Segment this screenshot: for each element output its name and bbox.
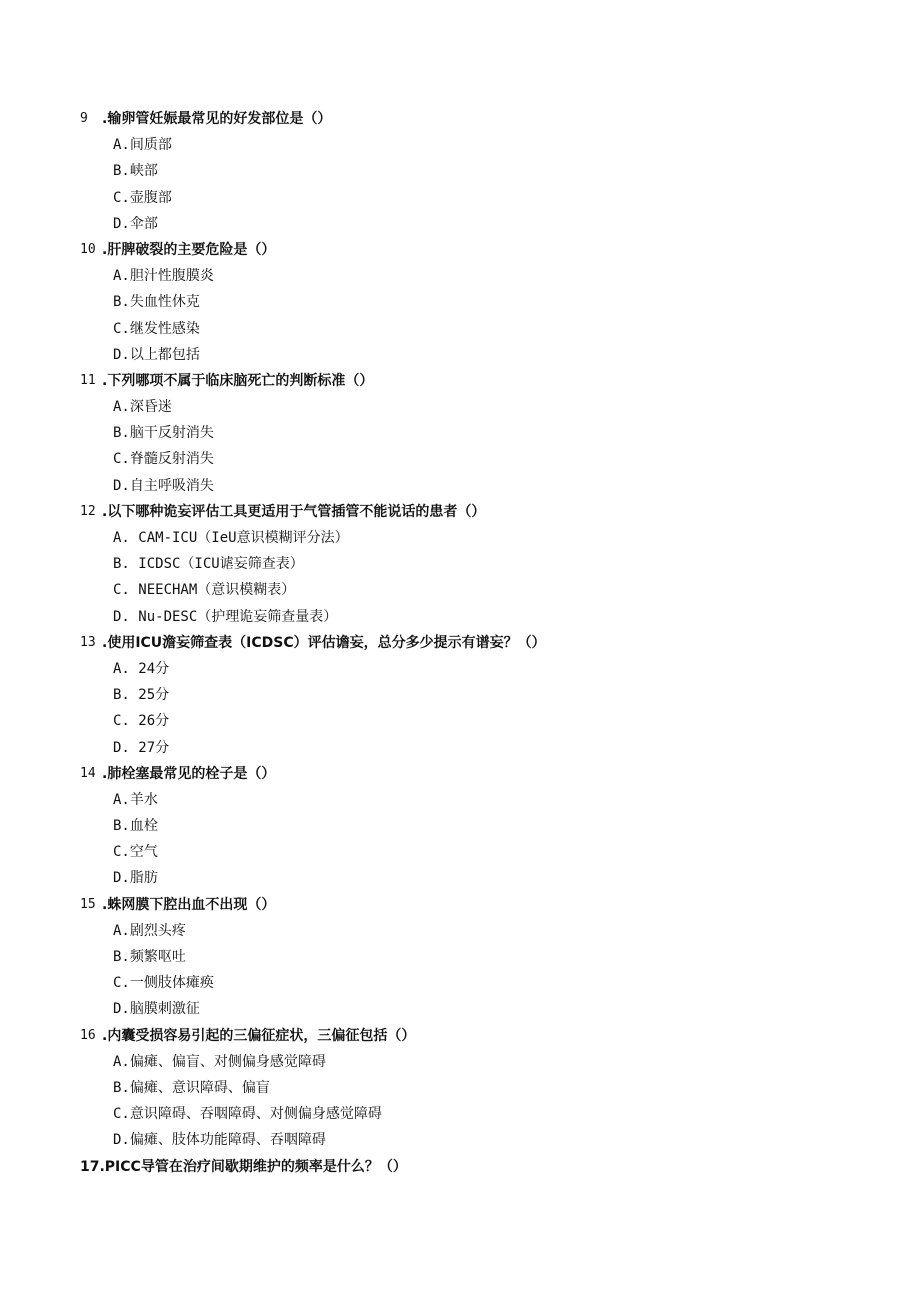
option-a: A.间质部 [113, 137, 172, 154]
question-line [0, 368, 920, 394]
question-10 [0, 237, 920, 368]
option-d: D.偏瘫、肢体功能障碍、吞咽障碍 [113, 1132, 326, 1149]
option-c: C.继发性感染 [113, 320, 200, 337]
option-c: C. NEECHAM（意识模糊表） [113, 582, 296, 599]
option-c: C. 26分 [113, 713, 170, 730]
question-number: 13 [80, 634, 96, 650]
option-c: C.壶腹部 [113, 189, 172, 206]
question-number: 14 [80, 765, 96, 781]
question-17 [0, 1154, 920, 1180]
question-number: 15 [80, 896, 96, 912]
question-number: 11 [80, 372, 96, 388]
option-a: A.羊水 [113, 791, 158, 808]
question-line [0, 761, 920, 787]
option-b: B.失血性休克 [113, 294, 200, 311]
question-15 [0, 892, 920, 1023]
question-text: .肝脾破裂的主要危险是（） [102, 241, 276, 258]
option-d: D. 27分 [113, 739, 170, 756]
option-a: A.深昏迷 [113, 399, 172, 416]
question-16 [0, 1023, 920, 1154]
question-13 [0, 630, 920, 761]
option-a: A.胆汁性腹膜炎 [113, 268, 214, 285]
option-d: D.脂肪 [113, 870, 158, 887]
option-c: C.一侧肢体瘫痪 [113, 975, 214, 992]
question-text: .以下哪种诡妄评估工具更适用于气管插管不能说话的患者（） [102, 503, 486, 520]
question-12 [0, 499, 920, 630]
option-d: D.自主呼吸消失 [113, 477, 214, 494]
question-number: 9 [80, 111, 88, 126]
question-line [0, 1154, 920, 1180]
option-d: D. Nu-DESC（护理诡妄筛查量表） [113, 608, 338, 625]
question-line [0, 892, 920, 918]
question-text: .使用ICU澹妄筛查表（ICDSC）评估谵妄，总分多少提示有谱妄？（） [102, 634, 546, 651]
question-text: .肺栓塞最常见的栓子是（） [102, 765, 276, 782]
question-14 [0, 761, 920, 892]
option-c: C.脊髓反射消失 [113, 451, 214, 468]
option-a: A. CAM-ICU（IeU意识模糊评分法） [113, 530, 349, 546]
option-d: D.脑膜刺激征 [113, 1001, 200, 1018]
option-b: B.脑干反射消失 [113, 425, 214, 442]
question-11 [0, 368, 920, 499]
option-a: A.剧烈头疼 [113, 922, 186, 939]
option-d: D.以上都包括 [113, 346, 200, 363]
question-text: .下列哪项不属于临床脑死亡的判断标准（） [102, 372, 374, 389]
option-b: B.血栓 [113, 818, 158, 835]
option-a: A.偏瘫、偏盲、对侧偏身感觉障碍 [113, 1053, 326, 1070]
option-c: C.空气 [113, 844, 158, 861]
question-number: 12 [80, 503, 96, 519]
option-a: A. 24分 [113, 660, 170, 677]
question-text: .内囊受损容易引起的三偏征症状，三偏征包括（） [102, 1027, 416, 1044]
option-b: B. ICDSC（ICU谑妄筛查表） [113, 556, 304, 573]
exam-page [0, 106, 920, 1180]
question-line [0, 1023, 920, 1049]
question-9 [0, 106, 920, 237]
question-number: 10 [80, 241, 96, 257]
option-b: B. 25分 [113, 687, 170, 704]
option-c: C.意识障碍、吞咽障碍、对侧偏身感觉障碍 [113, 1106, 382, 1123]
option-b: B.频繁呕吐 [113, 949, 186, 965]
option-b: B.偏瘫、意识障碍、偏盲 [113, 1079, 270, 1096]
question-line [0, 237, 920, 263]
option-d: D.伞部 [113, 215, 158, 232]
question-line [0, 106, 920, 132]
question-number: 16 [80, 1027, 96, 1043]
question-text: .输卵管妊娠最常见的好发部位是（） [102, 111, 332, 127]
question-text: 17.PICC导管在治疗间歇期维护的频率是什么？（） [80, 1158, 407, 1175]
option-b: B.峡部 [113, 163, 158, 180]
question-text: .蛛网膜下腔出血不出现（） [102, 896, 276, 913]
question-line [0, 630, 920, 656]
question-line [0, 499, 920, 525]
